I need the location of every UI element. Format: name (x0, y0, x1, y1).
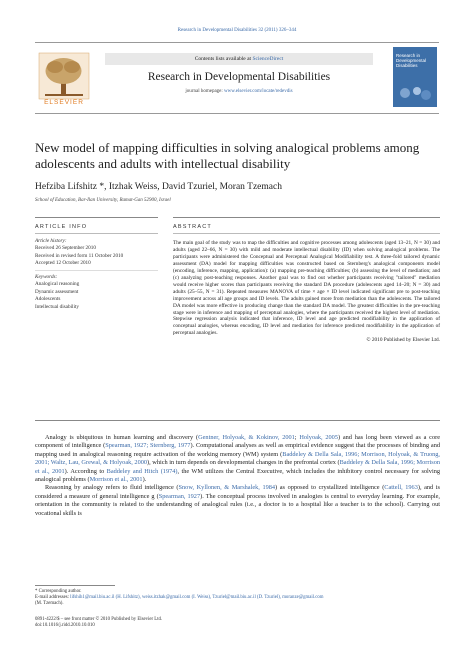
citation-link[interactable]: Cattell, 1963 (384, 484, 418, 492)
keyword: Intellectual disability (35, 303, 79, 310)
footnote-divider (35, 585, 115, 586)
body-paragraph-2 (35, 484, 440, 518)
journal-banner (35, 42, 439, 114)
journal-homepage: journal homepage: www.elsevier.com/locate/redevdis (185, 89, 293, 94)
body-text (35, 434, 440, 518)
article-history (35, 238, 158, 268)
citation-link[interactable]: Spearman, 1927; Sternberg, 1977 (105, 442, 191, 450)
body-divider (35, 420, 440, 421)
abstract-divider (173, 233, 440, 234)
body-text-run: ). Computational analyses as well as empirical evidence suggest that the processes of binding and mapping used in analogical reasoning require activation of the working memory (WM) system ( (35, 442, 440, 458)
body-text-run: ) as opposed to crystallized intelligence ( (275, 484, 385, 492)
citation-link[interactable]: Baddeley and Hitch (1974) (106, 467, 178, 475)
cover-graphic-icon (397, 83, 433, 103)
keyword: Dynamic assessment (35, 288, 79, 295)
email-addresses-end: (M. Tzemach). (35, 601, 64, 607)
contents-line: Contents lists available at ScienceDirect (105, 53, 373, 65)
email-addresses: E-mail addresses: lifshih1@mail.biu.ac.il (H. Lifshitz), weiss.itzhak@gmail.com (I. Weiss), Tzuriel@mail.biu.ac.il (D. Tzuriel), moranze@gmail.com (35, 595, 324, 601)
info-divider (35, 233, 158, 234)
history-accepted: Accepted 12 October 2010 (35, 260, 91, 267)
keywords (35, 274, 158, 311)
article-info-heading: ARTICLE INFO (35, 224, 88, 230)
keyword: Adolescents (35, 296, 61, 303)
citation-link[interactable]: Morrison et al., 2001 (89, 476, 143, 484)
running-head: Research in Developmental Disabilities 32 (2011) 326–344 (177, 28, 297, 33)
citation-link[interactable]: Gentner, Holyoak, & Kokinov, 2001 (198, 434, 295, 441)
article-title: New model of mapping difficulties in solving analogical problems among adolescents and adults with intellectual disability (35, 140, 420, 171)
citation-link[interactable]: Holyoak, 2005 (299, 434, 338, 441)
elsevier-tree-icon (35, 51, 93, 101)
publication-info (35, 617, 440, 629)
keywords-label: Keywords: (35, 274, 58, 280)
body-text-run: ), and is considered a measure of general intelligence g ( (35, 484, 440, 500)
author-emails[interactable]: lifshih1@mail.biu.ac.il (H. Lifshitz), weiss.itzhak@gmail.com (I. Weiss), Tzuriel@mail.biu.ac.il (D. Tzuriel), moranze@gmail.com (70, 595, 324, 601)
journal-name: Research in Developmental Disabilities (147, 71, 331, 83)
abstract-divider-top (173, 217, 440, 218)
homepage-link[interactable]: www.elsevier.com/locate/redevdis (224, 89, 293, 94)
body-text-run: ) and has long been viewed as a core component of intelligence ( (35, 434, 440, 450)
citation-link[interactable]: Baddeley & Della Sala, 1996; Morrison et al., 2001 (35, 459, 440, 475)
footnotes (35, 589, 440, 608)
info-divider-top (35, 217, 158, 218)
abstract-body (173, 240, 440, 344)
article-authors: Hefziba Lifshitz *, Itzhak Weiss, David Tzuriel, Moran Tzemach (35, 182, 282, 192)
doi-link[interactable]: doi:10.1016/j.ridd.2010.10.010 (35, 623, 95, 629)
history-label: Article history: (35, 238, 67, 244)
sciencedirect-link[interactable]: ScienceDirect (252, 56, 284, 62)
publisher-logo-text: ELSEVIER (44, 99, 84, 106)
cover-title: Research in Developmental Disabilities (396, 53, 427, 68)
body-text-run: ). According to (64, 467, 107, 475)
article-affiliation: School of Education, Bar-Ilan University, Ramat-Gan 52900, Israel (35, 198, 171, 203)
abstract-copyright: © 2010 Published by Elsevier Ltd. (366, 337, 440, 344)
issn-line: 0891-4222/$ – see front matter © 2010 Published by Elsevier Ltd. (35, 617, 163, 622)
history-received: Received 26 September 2010 (35, 245, 96, 252)
citation-link[interactable]: Snow, Kyllonen, & Marshalek, 1984 (178, 484, 276, 492)
corresponding-author-note: * Corresponding author. (35, 589, 82, 594)
body-text-run: ), which in turn depends on developmental changes in the prefrontal cortex ( (147, 459, 340, 467)
body-text-run: , the WM utilizes the Central Executive, which includes the inhibitory control necessary for solving analogical problems ( (35, 467, 441, 484)
citation-link[interactable]: Spearman, 1927 (158, 492, 201, 500)
citation-link[interactable]: Baddeley & Della Sala, 1996; Morrison, Holyoak, & Truong, 2001; Waltz, Lau, Grewal, & Holyoak, 2000 (35, 450, 440, 467)
body-text-run: Analogy is ubiquitous in human learning and discovery ( (45, 434, 199, 441)
body-text-run: ). (142, 476, 147, 484)
history-divider (35, 270, 158, 271)
abstract-heading: ABSTRACT (173, 224, 212, 230)
body-text-run: Reasoning by analogy refers to fluid intelligence ( (45, 484, 179, 492)
history-revised: Received in revised form 11 October 2010 (35, 252, 124, 259)
journal-cover-thumbnail (393, 47, 437, 107)
abstract-text: The main goal of the study was to map the difficulties and cognitive processes among adolescents (aged 13–21, N = 30) and adults (aged 22–66, N = 30) with mild and moderate intellectual disability (ID) when solving analogical problems. The participants were administered the Conceptual and Perceptual Analogical Modifiability test. A three-fold tailored dynamic assessment (DA) model for mapping difficulties was constructed based on Sternberg's analogical components model (encoding, inference, mapping, application): (a) mapping pre-teaching difficulties; (b) assessing the level of mediation; and (c) analyzing post-teaching responses. Another goal was to find out whether participants receiving "tailored" mediation would receive higher scores than participants receiving the standard DA procedure (adolescents aged 14–20; N = 30) and adults (25–55, N = 31). Repeated measures MANOVA of time × age × ID level indicated significant pre to post-teaching improvement across all age groups and ID levels. The adults gained more from mediation than the adolescents. The tailored DA model was more effective in producing change than the standard DA model. The greatest difficulties in the pre-teaching stage were in inference and mapping of perceptual analogies, where the participants received the highest level of mediation. Stepwise regression analysis indicated that inference, ID level and age predicted modifiability in the application of conceptual analogies, whereas encoding, ID level and mediation for inference predicted modifiability in the application of perceptual analogies. (173, 240, 440, 337)
keyword: Analogical reasoning (35, 281, 80, 288)
body-text-run: ). The conceptual process involved in analogies is central to everyday learning. For example, orientation in the community is related to the understanding of analogical rules (i.e., a doctor is to a hospital like a teacher is to the school). Carrying out vocational skills is (35, 492, 440, 517)
body-paragraph-1 (35, 434, 440, 484)
body-text-run: ; (294, 434, 300, 441)
